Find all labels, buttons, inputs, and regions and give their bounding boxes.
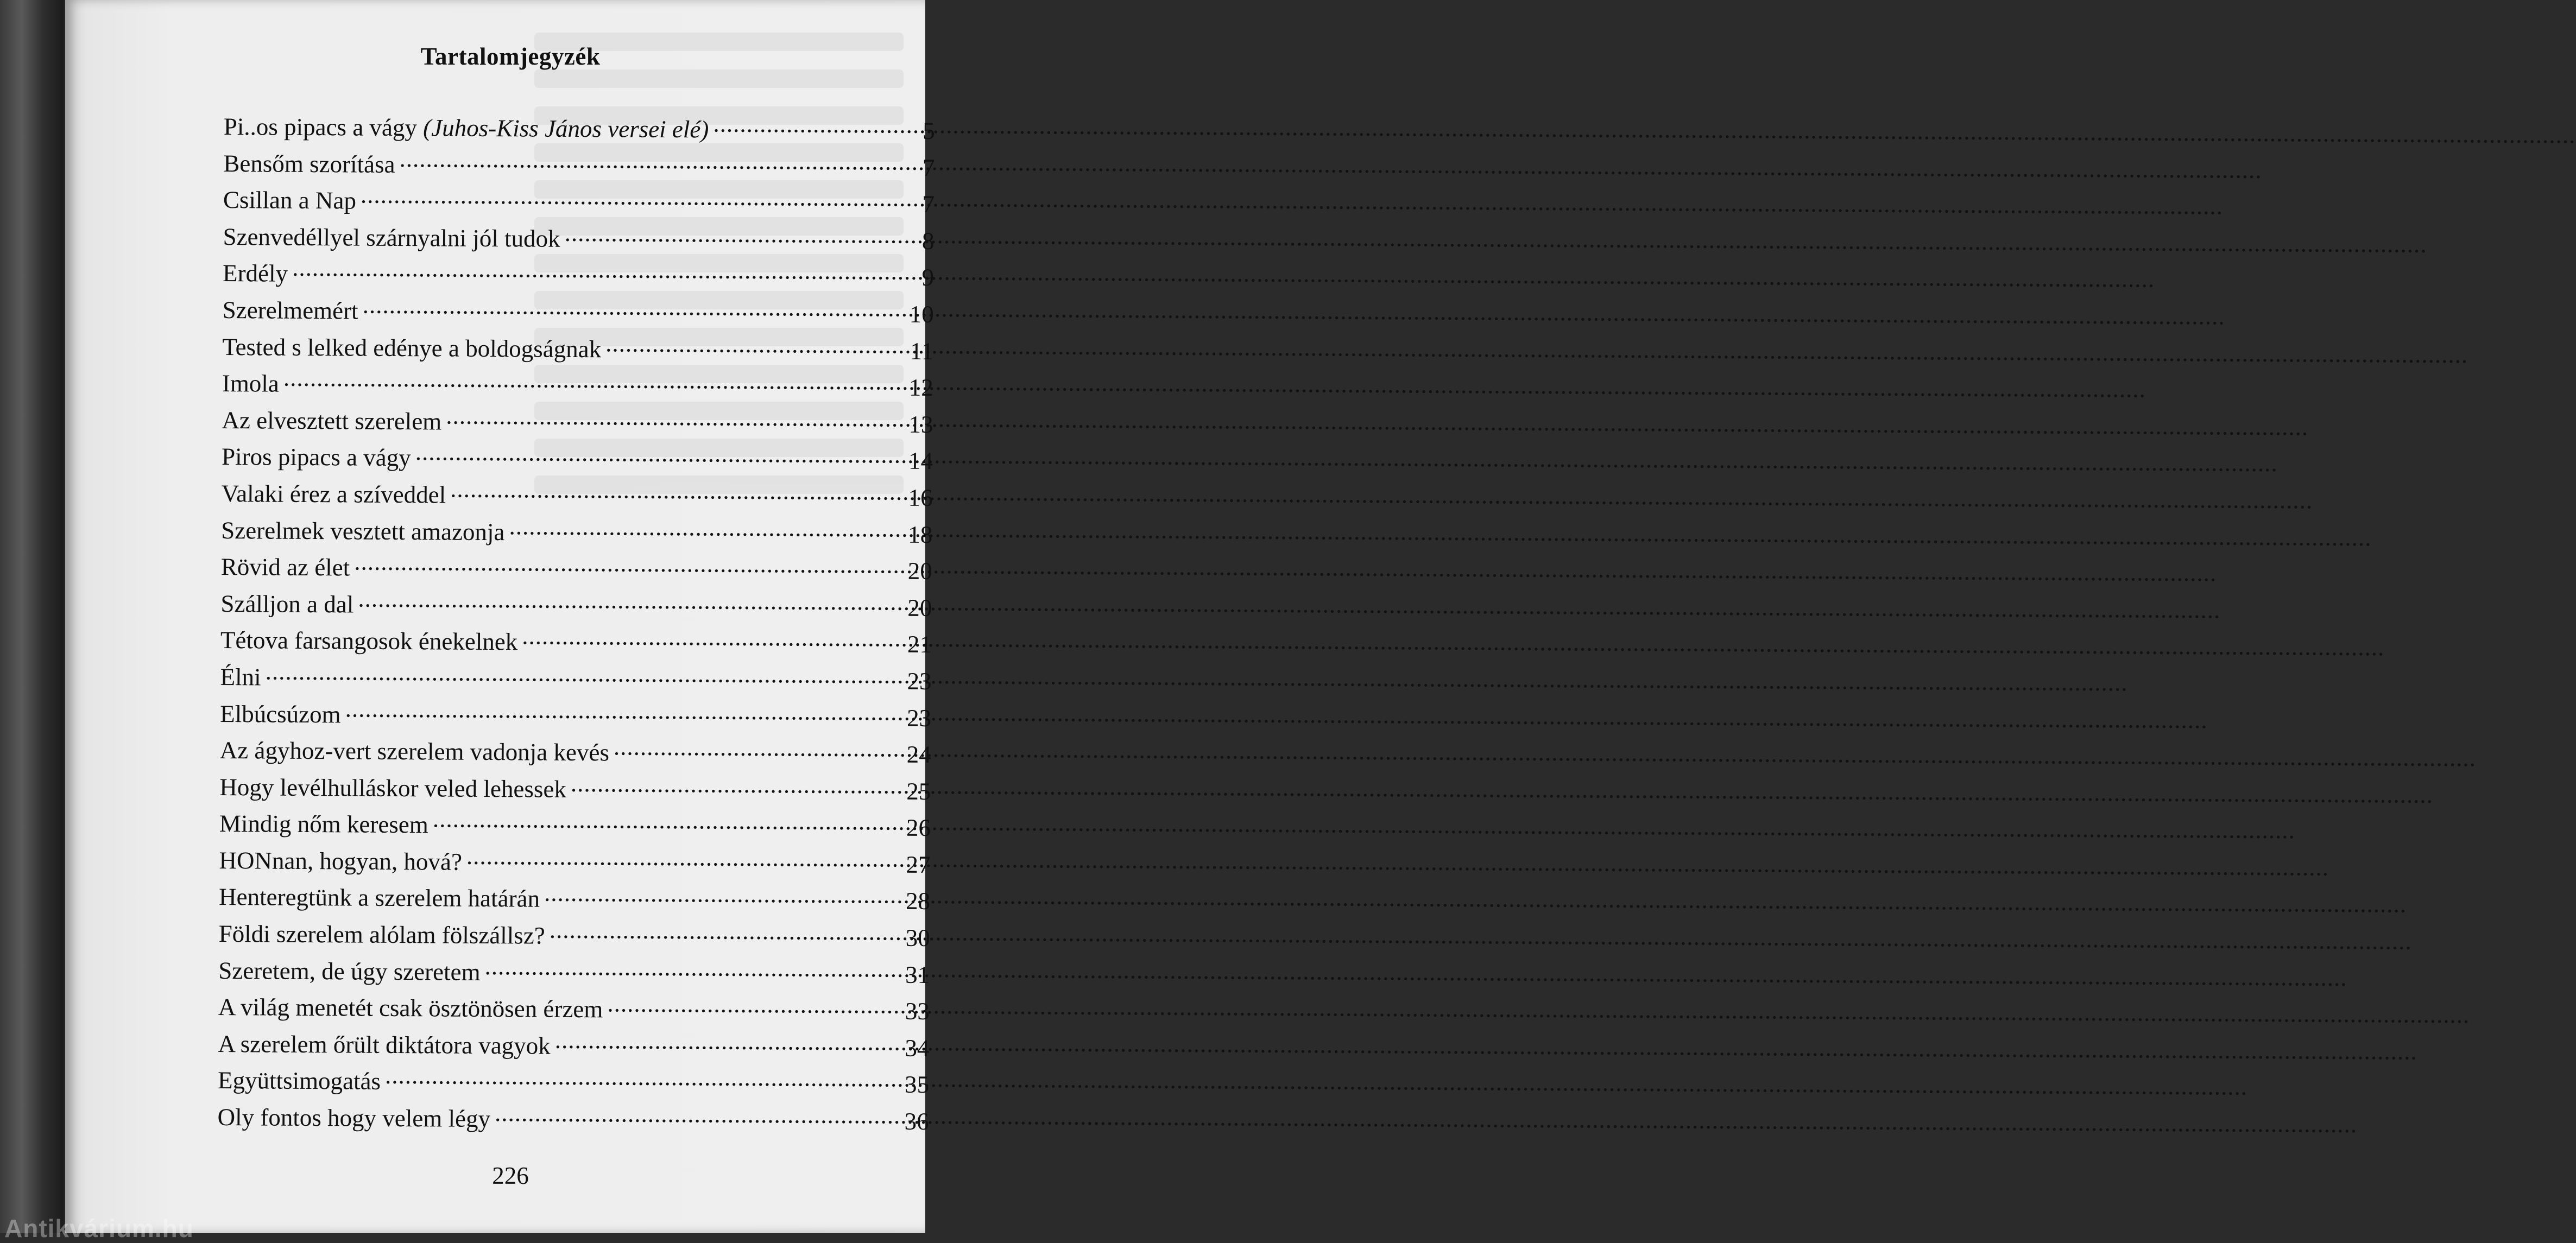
toc-entry <box>219 878 930 919</box>
toc-entry-title: Valaki érez a szíveddel <box>221 479 446 509</box>
toc-entry <box>220 621 932 662</box>
toc-entry-page: 16 <box>908 484 933 511</box>
table-of-contents <box>217 107 935 1139</box>
toc-entry-title: Szálljon a dal <box>220 589 354 618</box>
toc-entry-title: Tested s lelked edénye a boldogságnak <box>222 333 602 363</box>
toc-entry <box>221 548 932 589</box>
toc-entry <box>220 658 931 699</box>
toc-entry-title: HONnan, hogyan, hová? <box>219 846 463 876</box>
toc-entry <box>223 144 935 186</box>
toc-entry-page: 12 <box>908 373 934 402</box>
toc-entry-title: Oly fontos hogy velem légy <box>217 1103 491 1133</box>
toc-entry-title: Szerelmemért <box>222 296 358 325</box>
toc-entry <box>224 107 935 149</box>
toc-entry <box>219 841 930 883</box>
toc-entry <box>223 291 934 332</box>
toc-entry <box>219 915 930 956</box>
toc-entry-title: Bensőm szorítása <box>223 149 395 178</box>
photo-background <box>0 0 935 1242</box>
book-page <box>65 0 935 1233</box>
toc-entry-title: Piros pipacs a vágy <box>221 443 411 472</box>
toc-entry <box>219 768 931 809</box>
toc-entry-page: 10 <box>909 300 934 328</box>
toc-entry <box>221 474 932 516</box>
toc-entry-page: 23 <box>907 704 932 732</box>
toc-entry-title: Csillan a Nap <box>223 186 357 214</box>
dot-leader <box>354 549 906 579</box>
dot-leader <box>363 292 907 322</box>
toc-entry <box>220 585 932 626</box>
toc-entry-page: 35 <box>904 1071 930 1099</box>
toc-entry <box>220 731 931 772</box>
toc-entry <box>220 694 931 735</box>
toc-entry <box>223 254 934 295</box>
dot-leader <box>358 585 905 616</box>
dot-leader <box>265 658 905 689</box>
toc-entry-title: Tétova farsangosok énekelnek <box>220 626 518 656</box>
dot-leader <box>484 953 903 983</box>
toc-entry <box>222 437 933 479</box>
toc-entry-page: 25 <box>906 777 931 805</box>
toc-entry-subtitle: (Juhos-Kiss János versei elé) <box>423 114 709 143</box>
dot-leader <box>495 1100 902 1130</box>
toc-entry-page: 21 <box>907 631 932 658</box>
toc-entry-page: 33 <box>905 997 930 1025</box>
toc-entry-page: 36 <box>904 1107 929 1135</box>
toc-entry-page: 24 <box>906 740 931 769</box>
watermark: Antikvárium.hu <box>4 1214 194 1242</box>
page-title: Tartalomjegyzék <box>420 43 601 70</box>
toc-entry <box>218 1025 929 1066</box>
toc-entry-page: 23 <box>907 667 932 695</box>
toc-entry-page: 8 <box>921 227 935 255</box>
dot-leader <box>345 695 905 726</box>
toc-entry-title: A szerelem őrült diktátora vagyok <box>218 1030 551 1060</box>
dot-leader <box>509 513 906 542</box>
toc-entry-title: Hogy levélhulláskor veled lehessek <box>219 773 567 803</box>
dot-leader <box>605 330 908 359</box>
toc-entry-title: Erdély <box>222 259 288 288</box>
dot-leader <box>544 880 904 909</box>
toc-entry-title: Együttsimogatás <box>217 1067 381 1095</box>
toc-entry-title: Földi szerelem alólam fölszállsz? <box>218 920 545 949</box>
dot-leader <box>415 439 907 470</box>
dot-leader <box>283 365 907 396</box>
dot-leader <box>571 770 905 800</box>
dot-leader <box>433 806 904 836</box>
toc-entry-page: 27 <box>906 851 931 878</box>
dot-leader <box>399 145 919 176</box>
toc-entry <box>223 181 935 222</box>
toc-entry-page: 9 <box>921 264 935 291</box>
toc-entry <box>221 511 932 553</box>
toc-entry <box>223 218 934 259</box>
toc-entry-page: 11 <box>910 337 934 365</box>
toc-entry-title: A világ menetét csak ösztönösen érzem <box>218 993 603 1023</box>
dot-leader <box>292 255 919 286</box>
toc-entry-title: Szenvedéllyel szárnyalni jól tudok <box>223 223 560 252</box>
dot-leader <box>607 991 903 1019</box>
dot-leader <box>614 734 905 763</box>
toc-entry-title: Henteregtünk a szerelem határán <box>218 883 540 913</box>
toc-entry <box>222 364 933 405</box>
dot-leader <box>361 182 919 212</box>
toc-entry-page: 7 <box>922 191 935 218</box>
dot-leader <box>522 623 905 652</box>
toc-entry-title: Élni <box>220 663 261 691</box>
dot-leader <box>450 475 906 505</box>
toc-entry-title: Rövid az élet <box>220 553 350 581</box>
toc-entry-page: 31 <box>905 961 930 988</box>
toc-entry-page: 5 <box>923 117 935 145</box>
toc-entry-page: 18 <box>908 521 933 548</box>
toc-entry-title: Szerelmek vesztett amazonja <box>221 516 505 546</box>
dot-leader <box>466 843 904 873</box>
toc-entry <box>219 804 931 846</box>
toc-entry-page: 20 <box>907 594 932 622</box>
toc-entry <box>217 1098 929 1139</box>
toc-entry-page: 26 <box>906 814 931 842</box>
toc-entry-title: Pi..os pipacs a vágy (Juhos-Kiss János versei elé) <box>223 112 709 143</box>
toc-entry-title: Az ágyhoz-vert szerelem vadonja kevés <box>219 737 610 766</box>
dot-leader <box>385 1062 902 1093</box>
toc-entry-title: Az elvesztett szerelem <box>222 406 442 435</box>
toc-entry <box>222 401 933 442</box>
toc-entry-page: 7 <box>922 154 935 181</box>
toc-entry-page: 30 <box>905 924 930 952</box>
toc-entry <box>222 328 933 369</box>
toc-entry <box>218 1061 929 1102</box>
toc-entry <box>218 988 930 1029</box>
toc-entry <box>218 952 930 993</box>
dot-leader <box>446 402 907 432</box>
toc-entry-page: 34 <box>905 1034 930 1062</box>
toc-entry-page: 14 <box>908 447 933 475</box>
toc-entry-title: Imola <box>222 370 280 397</box>
dot-leader <box>555 1027 903 1056</box>
toc-entry-title: Szeretem, de úgy szeretem <box>218 956 481 986</box>
dot-leader <box>565 220 919 249</box>
toc-entry-title: Mindig nőm keresem <box>219 810 429 839</box>
toc-entry-title: Elbúcsúzom <box>220 700 341 728</box>
toc-entry-page: 28 <box>905 887 931 915</box>
toc-entry-page: 20 <box>907 557 932 585</box>
dot-leader <box>550 917 904 946</box>
page-number: 226 <box>492 1162 529 1189</box>
dot-leader <box>713 111 920 139</box>
toc-entry-page: 13 <box>908 410 933 438</box>
